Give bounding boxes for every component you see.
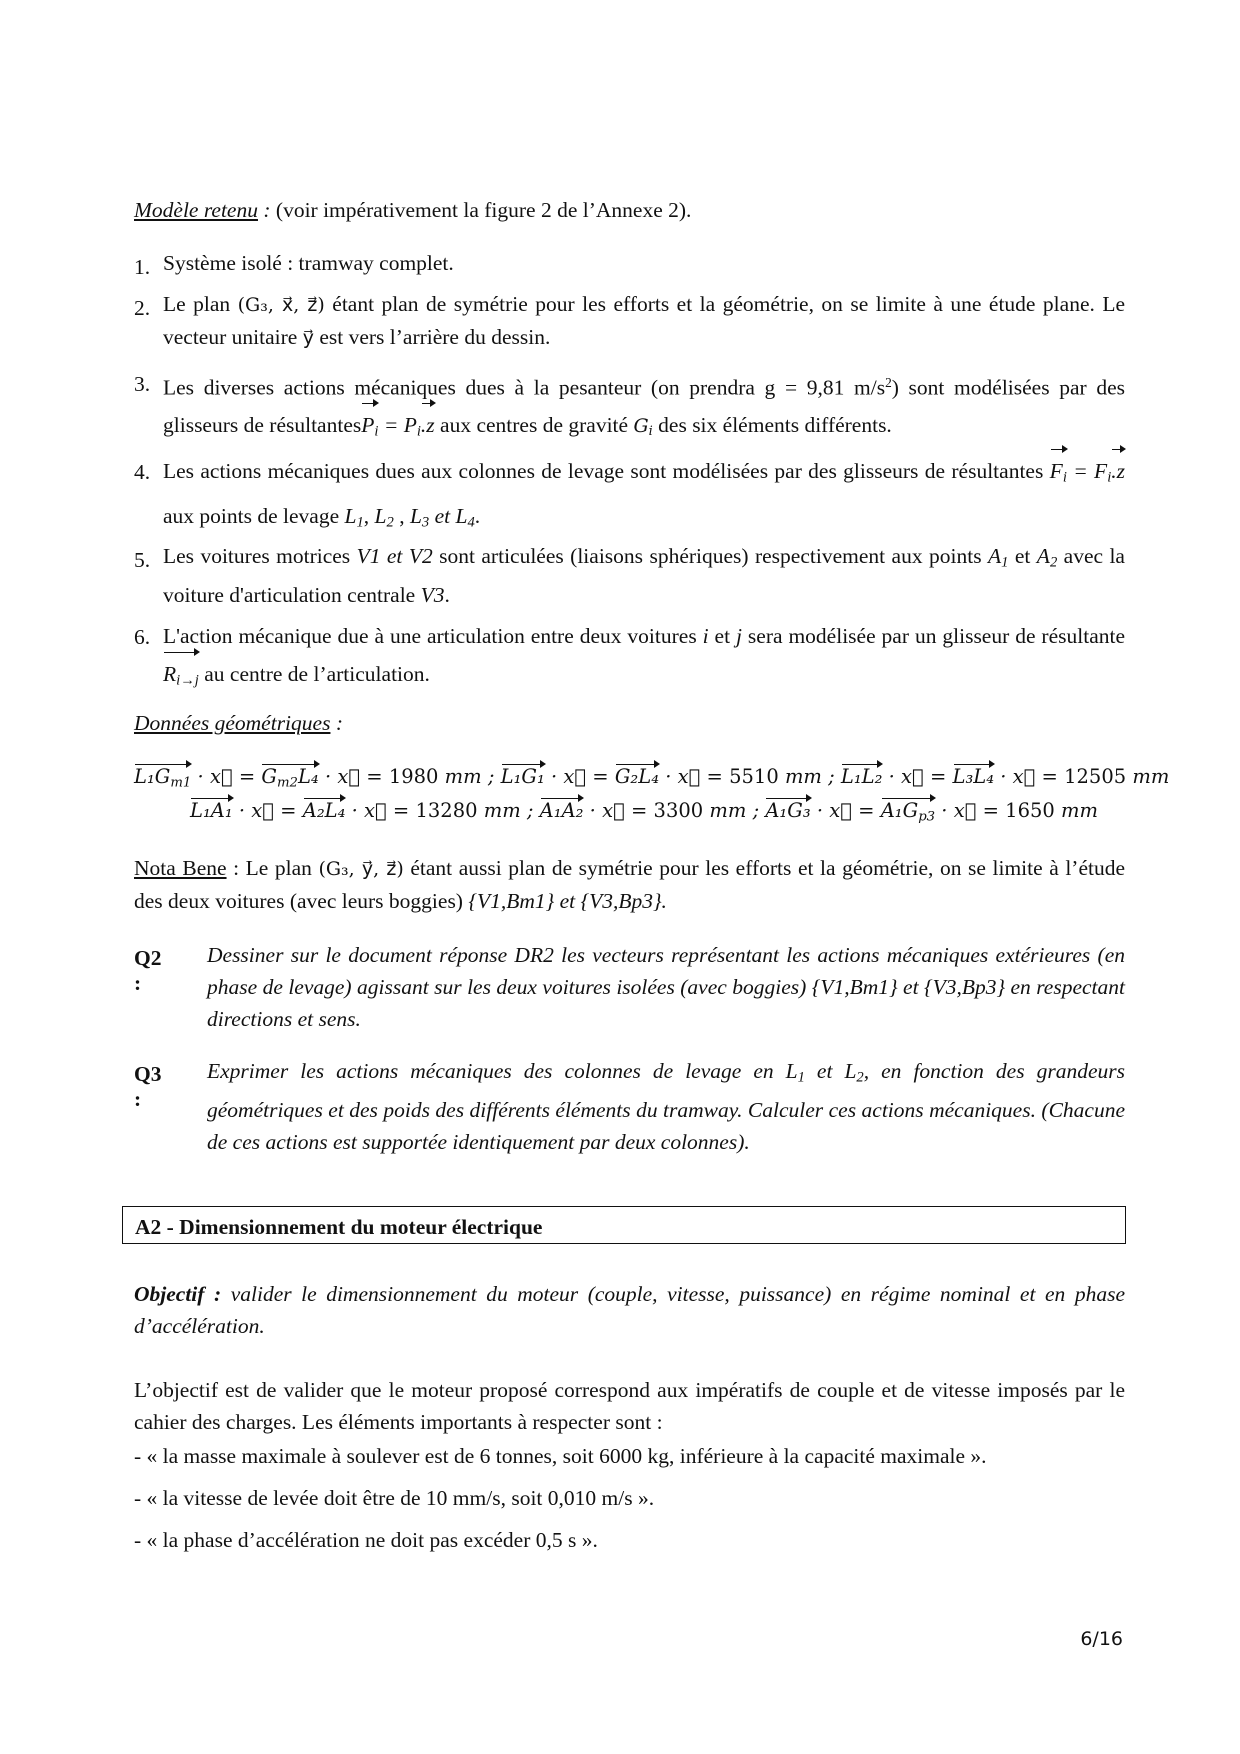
vector-P: $P_i$: [361, 406, 378, 451]
plane-math: (G₃, x⃗, z⃗): [237, 294, 325, 316]
objective: Objectif : valider le dimensionnement du moteur (couple, vitesse, puissance) en régime nominal et en phase d’accélération.: [134, 1282, 1125, 1338]
page-number: 6/16: [1080, 1628, 1123, 1650]
document-page: Modèle retenu : (voir impérativement la figure 2 de l’Annexe 2). 1. Système isolé : tramway complet. 2. Le plan (G₃, x⃗, z⃗) étant plan de symétrie pour les efforts et la géométrie, on se limite à une étude plane. Le vecteur unitaire y⃗ est vers l’arrière du dessin. 3. Les diverses actions mécaniques dues à la pesanteur (on prendra g = 9,81 $m/s^2$) sont modélisées par des glisseurs de résultantesP$_i$ = $P_i.z$ aux centres de gravité $G_i$ des six éléments différents. 4. Les actions mécaniques dues aux colonnes de levage sont modélisées par des glisseurs de résultantes $F_i = F_i.z$ aux points de levage $L_1$, $L_2$ , $L_3$ et $L_4$. 5. Les voitures motrices V1 et V2 sont articulées (liaisons sphériques) respectivement aux points $A_1$ et $A_2$ avec la voiture d'articulation centrale V3. 6. L'action mécanique due à une articulation entre deux voitures i et j sera modélisée par un glisseur de résultante $R_{i\to j}$ au centre de l’articulation. Données géométriques : $L_1G_{m1}$ · x⃗ = $G_{m2}L_4$ · x⃗ = 1980 mm ; L₁G₁ · x⃗ = G₂L₄ · x⃗ = 5510 mm ; L₁L₂ · x⃗ = L₃L₄ · x⃗ = 12505 mm L₁A₁ · x⃗ = A₂L₄ · x⃗ = 13280 mm ; A₁A₂ · x⃗ = 3300 mm ; A₁G₃ · x⃗ = $A_1G_{p3}$ · x⃗ = 1650 mm Nota Bene : Le plan (G₃, y⃗, z⃗) étant aussi plan de symétrie pour les efforts et la géométrie, on se limite à l’étude des deux voitures (avec leurs boggies) {V1,Bm1} et {V3,Bp3}. Q2 : Dessiner sur le document réponse DR2 les vecteurs représentant les actions mécaniques extérieures (en phase de levage) agissant sur les deux voitures isolées (avec boggies) {V1,Bm1} et {V3,Bp3} en respectant directions et sens. Q3 : Exprimer les actions mécaniques des colonnes de levage en $L_1$ et $L_2$, en fonction des grandeurs géométriques et des poids des différents éléments du tramway. Calculer ces actions mécaniques. (Chacune de ces actions est supportée identiquement par deux colonnes). A2 - Dimensionnement du moteur électrique Objectif : valider le dimensionnement du moteur (couple, vitesse, puissance) en régime nominal et en phase d’accélération. L’objectif est de valider que le moteur proposé correspond aux impératifs de couple et de vitesse imposés par le cahier des charges. Les éléments importants à respecter sont : - « la masse maximale à soulever est de 6 tonnes, soit 6000 kg, inférieure à la capacité maximale ». - « la vitesse de levée doit être de 10 mm/s, soit 0,010 m/s ». - « la phase d’accélération ne doit pas excéder 0,5 s ». 6/16: [0, 0, 1240, 1754]
nota-bene: Nota Bene : Le plan (G₃, y⃗, z⃗) étant aussi plan de symétrie pour les efforts et la géométrie, on se limite à l’étude des deux voitures (avec leurs boggies) {V1,Bm1} et {V3,Bp3}.: [134, 856, 1126, 913]
list-item: - « la masse maximale à soulever est de 6 tonnes, soit 6000 kg, inférieure à la capacité maximale ».: [134, 1444, 987, 1468]
list-item: - « la phase d’accélération ne doit pas excéder 0,5 s ».: [134, 1528, 598, 1552]
vector-R: $R_{i\to j}$: [163, 655, 199, 700]
list-item: - « la vitesse de levée doit être de 10 mm/s, soit 0,010 m/s ».: [134, 1486, 655, 1510]
geometry-line-1: $L_1G_{m1}$ · x⃗ = $G_{m2}L_4$ · x⃗ = 1980 mm ; L₁G₁ · x⃗ = G₂L₄ · x⃗ = 5510 mm ; L₁L₂ · x⃗ = L₃L₄ · x⃗ = 12505 mm: [134, 765, 1170, 791]
geometry-line-2: L₁A₁ · x⃗ = A₂L₄ · x⃗ = 13280 mm ; A₁A₂ · x⃗ = 3300 mm ; A₁G₃ · x⃗ = $A_1G_{p3}$ · x⃗ = 1650 mm: [190, 799, 1098, 825]
vector-F: $F_i$: [1050, 452, 1067, 497]
geometry-heading: Données géométriques :: [134, 711, 343, 735]
intro-paragraph: L’objectif est de valider que le moteur proposé correspond aux impératifs de couple et de vitesse imposés par le cahier des charges. Les éléments importants à respecter sont :: [134, 1378, 1125, 1434]
model-intro: Modèle retenu : (voir impérativement la figure 2 de l’Annexe 2).: [134, 198, 692, 222]
section-header: A2 - Dimensionnement du moteur électrique: [122, 1206, 1126, 1244]
model-heading: Modèle retenu: [134, 198, 258, 222]
